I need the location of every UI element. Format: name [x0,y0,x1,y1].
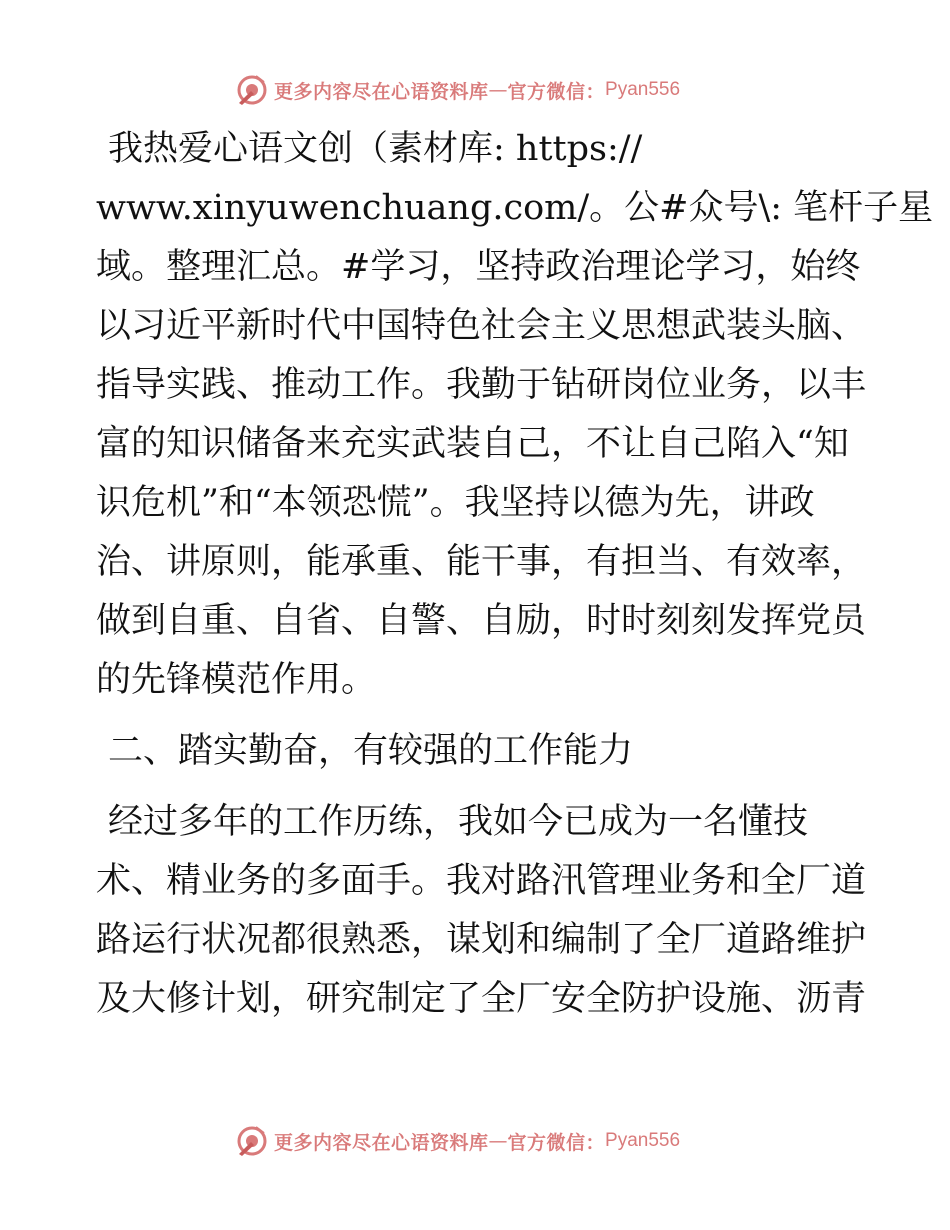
text-line: 术、精业务的多面手。我对路汛管理业务和全厂道 [96,861,867,901]
banner-wechat-label: 官方微信： [507,80,606,103]
banner-wechat-id: Pyan556 [605,1130,681,1151]
text-line: 的先锋模范作用。 [96,660,377,700]
header-banner [234,70,714,110]
text-line: 以习近平新时代中国特色社会主义思想武装头脑、 [96,306,867,346]
text-line: www.xinyuwenchuang.com/。公#众号\: 笔杆子星 [96,188,934,228]
text-line: 富的知识储备来充实武装自己，不让自己陷入“知 [96,424,849,464]
text-line: 经过多年的工作历练，我如今已成为一名懂技 [108,802,809,842]
section-heading: 二、踏实勤奋，有较强的工作能力 [108,731,634,771]
pen-logo-icon [234,72,270,108]
banner-separator: — [488,79,508,101]
document-body [96,126,934,1035]
text-line: 指导实践、推动工作。我勤于钻研岗位业务，以丰 [96,365,867,405]
text-line: 识危机”和“本领恐慌”。我坚持以德为先，讲政 [96,483,815,523]
text-line: 我热爱心语文创（素材库: https:// [108,129,643,169]
text-line: 路运行状况都很熟悉，谋划和编制了全厂道路维护 [96,920,867,960]
text-line: 域。整理汇总。#学习，坚持政治理论学习，始终 [96,247,861,287]
banner-wechat-label: 官方微信： [507,1131,606,1154]
text-line: 治、讲原则，能承重、能干事，有担当、有效率， [96,542,867,582]
banner-wechat-id: Pyan556 [605,79,681,100]
pen-logo-icon [234,1123,270,1159]
text-line: 及大修计划，研究制定了全厂安全防护设施、沥青 [96,979,867,1019]
banner-slogan: 更多内容尽在心语资料库 [274,1131,489,1154]
banner-slogan: 更多内容尽在心语资料库 [274,80,489,103]
text-line: 做到自重、自省、自警、自励，时时刻刻发挥党员 [96,601,867,641]
footer-banner [234,1121,714,1161]
banner-separator: — [488,1130,508,1152]
